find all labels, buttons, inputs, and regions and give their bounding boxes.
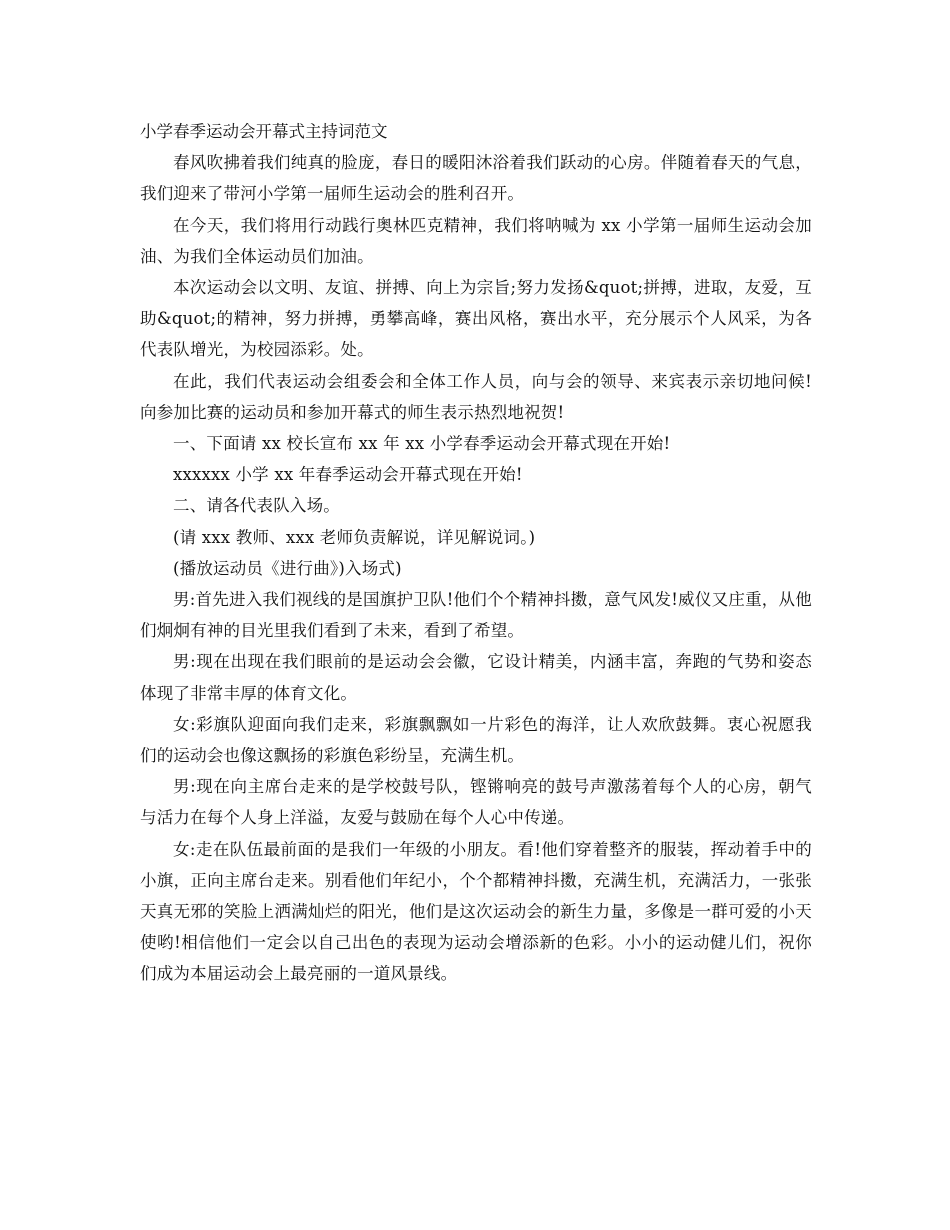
paragraph: 女:走在队伍最前面的是我们一年级的小朋友。看!他们穿着整齐的服装，挥动着手中的小旗，正向主席台走来。别看他们年纪小，个个都精神抖擞，充满生机，充满活力，一张张天真无邪的笑脸上洒满灿烂的阳光，他们是这次运动会的新生力量，多像是一群可爱的小天使哟!相信他们一定会以自己出色的表现为运动会增添新的色彩。小小的运动健儿们，祝你们成为本届运动会上最亮丽的一道风景线。 [140,839,812,984]
paragraph: 女:彩旗队迎面向我们走来，彩旗飘飘如一片彩色的海洋，让人欢欣鼓舞。衷心祝愿我们的运动会也像这飘扬的彩旗色彩纷呈，充满生机。 [140,714,812,766]
paragraph: 在此，我们代表运动会组委会和全体工作人员，向与会的领导、来宾表示亲切地问候!向参加比赛的运动员和参加开幕式的师生表示热烈地祝贺! [140,371,812,422]
paragraph: (请 xxx 教师、xxx 老师负责解说，详见解说词。) [173,527,536,547]
paragraph: 本次运动会以文明、友谊、拼搏、向上为宗旨;努力发扬&quot;拼搏，进取，友爱，互助&quot;的精神，努力拼搏，勇攀高峰，赛出风格，赛出水平，充分展示个人风采，为各代表队增光，为校园添彩。处。 [140,278,812,360]
paragraph: 二、请各代表队入场。 [173,496,340,516]
paragraph: 男:现在出现在我们眼前的是运动会会徽，它设计精美，内涵丰富，奔跑的气势和姿态体现了非常丰厚的体育文化。 [140,652,812,703]
paragraph: 在今天，我们将用行动践行奥林匹克精神，我们将呐喊为 xx 小学第一届师生运动会加油、为我们全体运动员们加油。 [140,215,812,266]
paragraph: xxxxxx 小学 xx 年春季运动会开幕式现在开始! [173,465,523,485]
paragraph: 春风吹拂着我们纯真的脸庞，春日的暖阳沐浴着我们跃动的心房。伴随着春天的气息，我们迎来了带河小学第一届师生运动会的胜利召开。 [140,153,812,204]
document-title: 小学春季运动会开幕式主持词范文 [140,122,388,141]
document-body [140,116,812,990]
paragraph: (播放运动员《进行曲》)入场式) [173,558,402,578]
paragraph: 男:首先进入我们视线的是国旗护卫队!他们个个精神抖擞，意气风发!威仪又庄重，从他们炯炯有神的目光里我们看到了未来，看到了希望。 [140,590,812,641]
paragraph: 一、下面请 xx 校长宣布 xx 年 xx 小学春季运动会开幕式现在开始! [173,434,671,454]
paragraph: 男:现在向主席台走来的是学校鼓号队，铿锵响亮的鼓号声激荡着每个人的心房，朝气与活力在每个人身上洋溢，友爱与鼓励在每个人心中传递。 [140,777,812,828]
